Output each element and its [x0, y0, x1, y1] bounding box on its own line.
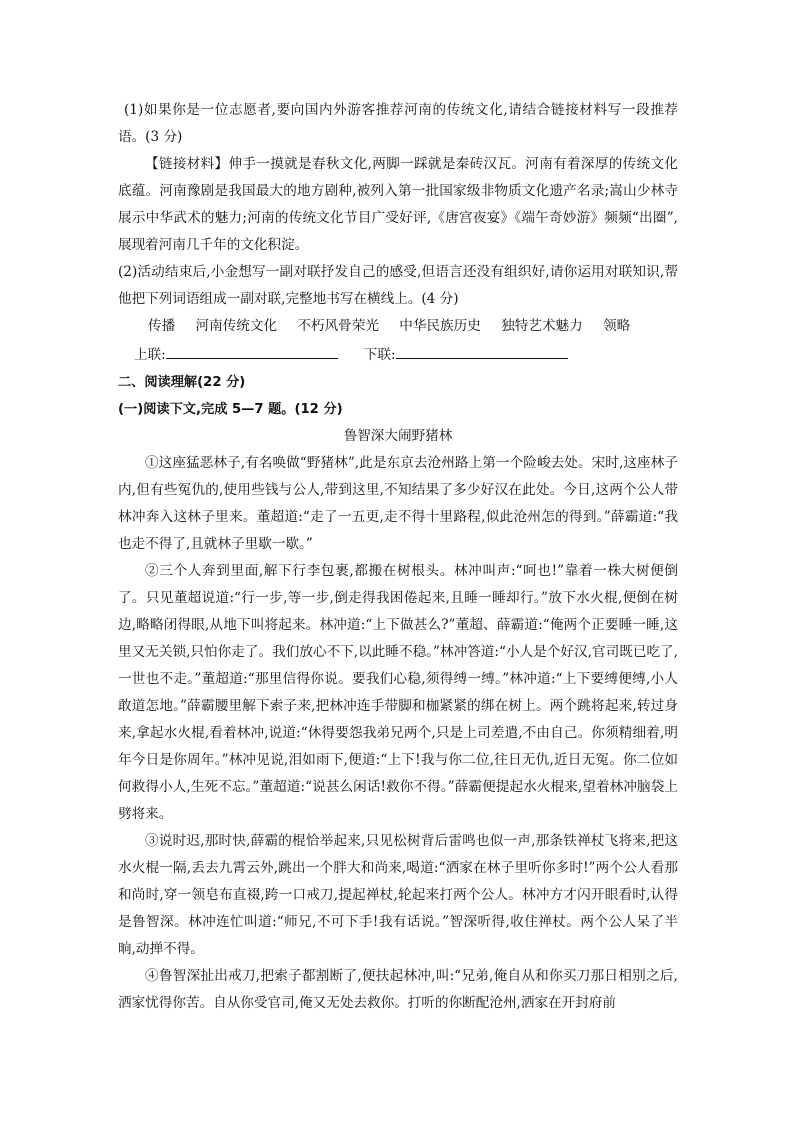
upper-couplet-label: 上联:: [134, 347, 166, 363]
lower-couplet-label: 下联:: [363, 347, 396, 363]
passage-title: 鲁智深大闹野猪林: [343, 428, 453, 444]
lower-couplet-blank[interactable]: [396, 340, 568, 359]
material-text: 伸手一摸就是春秋文化,两脚一踩就是秦砖汉瓦。河南有着深厚的传统文化底蕴。河南豫剧是我国最大的地方剧种,被列入第一批国家级非物质文化遗产名录;嵩山少林寺展示中华武术的魅力;河南的传统文化节目广受好评,《唐宫夜宴》《端午奇妙游》频频“出圈”,展现着河南几千年的文化积淀。: [118, 156, 679, 253]
passage-paragraph-2: ②三个人奔到里面,解下行李包裹,都搬在树根头。林冲叫声:“呵也!”靠着一株大树便倒了。只见董超说道:“行一步,等一步,倒走得我困倦起来,且睡一睡却行。”放下水火棍,便倒在树边,略略闭得眼,从地下叫将起来。林冲道:“上下做甚么?”董超、薛霸道:“俺两个正要睡一睡,这里又无关锁,只怕你走了。我们放心不下,以此睡不稳。”林冲答道:“小人是个好汉,官司既已吃了,一世也不走。”董超道:“那里信得你说。要我们心稳,须得缚一缚。”林冲道:“上下要缚便缚,小人敢道怎地。”薛霸腰里解下索子来,把林冲连手带脚和枷紧紧的绑在树上。两个跳将起来,转过身来,拿起水火棍,看着林冲,说道:“休得要怨我弟兄两个,只是上司差遣,不由自己。你须精细着,明年今日是你周年。”林冲见说,泪如雨下,便道:“上下!我与你二位,往日无仇,近日无冤。你二位如何救得小人,生死不忘。”董超道:“说甚么闲话!救你不得。”薛霸便提起水火棍来,望着林冲脑袋上劈将来。: [118, 563, 678, 822]
material-label: 【链接材料】: [145, 156, 229, 172]
word-item: 不朽风骨荣光: [297, 318, 379, 334]
upper-couplet-blank[interactable]: [166, 340, 338, 359]
word-item: 河南传统文化: [195, 318, 278, 334]
word-item: 独特艺术魅力: [501, 318, 583, 334]
passage-paragraph-4: ④鲁智深扯出戒刀,把索子都割断了,便扶起林冲,叫:“兄弟,俺自从和你买刀那日相别之后,洒家忧得你苦。自从你受官司,俺又无处去救你。打听的你断配沧州,洒家在开封府前: [118, 968, 678, 1011]
sub-section-heading: (一)阅读下文,完成 5—7 题。(12 分): [118, 402, 343, 417]
word-list: [118, 313, 678, 340]
question-2: (2)活动结束后,小金想写一副对联抒发自己的感受,但语言还没有组织好,请你运用对联知识,帮他把下列词语组成一副对联,完整地书写在横线上。(4 分): [118, 264, 678, 307]
passage-paragraph-3: ③说时迟,那时快,薛霸的棍恰举起来,只见松树背后雷鸣也似一声,那条铁禅杖飞将来,把这水火棍一隔,丢去九霄云外,跳出一个胖大和尚来,喝道:“洒家在林子里听你多时!”两个公人看那和尚时,穿一领皂布直裰,跨一口戒刀,提起禅杖,轮起来打两个公人。林冲方才闪开眼看时,认得是鲁智深。林冲连忙叫道:“师兄,不可下手!我有话说。”智深听得,收住禅杖。两个公人呆了半晌,动掸不得。: [118, 833, 678, 957]
word-item: 中华民族历史: [399, 318, 481, 334]
question-1: (1)如果你是一位志愿者,要向国内外游客推荐河南的传统文化,请结合链接材料写一段推荐语。(3 分): [118, 102, 678, 145]
word-item: 领略: [603, 318, 631, 334]
section-heading: 二、阅读理解(22 分): [118, 375, 246, 390]
exam-page: [118, 97, 678, 1017]
link-material: [118, 151, 678, 259]
passage-paragraph-1: ①这座猛恶林子,有名唤做“野猪林”,此是东京去沧州路上第一个险峻去处。宋时,这座林子内,但有些冤仇的,使用些钱与公人,带到这里,不知结果了多少好汉在此处。今日,这两个公人带林冲奔入这林子里来。董超道:“走了一五更,走不得十里路程,似此沧州怎的得到。”薛霸道:“我也走不得了,且就林子里歇一歇。”: [118, 455, 678, 552]
couplet-blanks: [118, 340, 678, 369]
word-item: 传播: [148, 318, 176, 334]
